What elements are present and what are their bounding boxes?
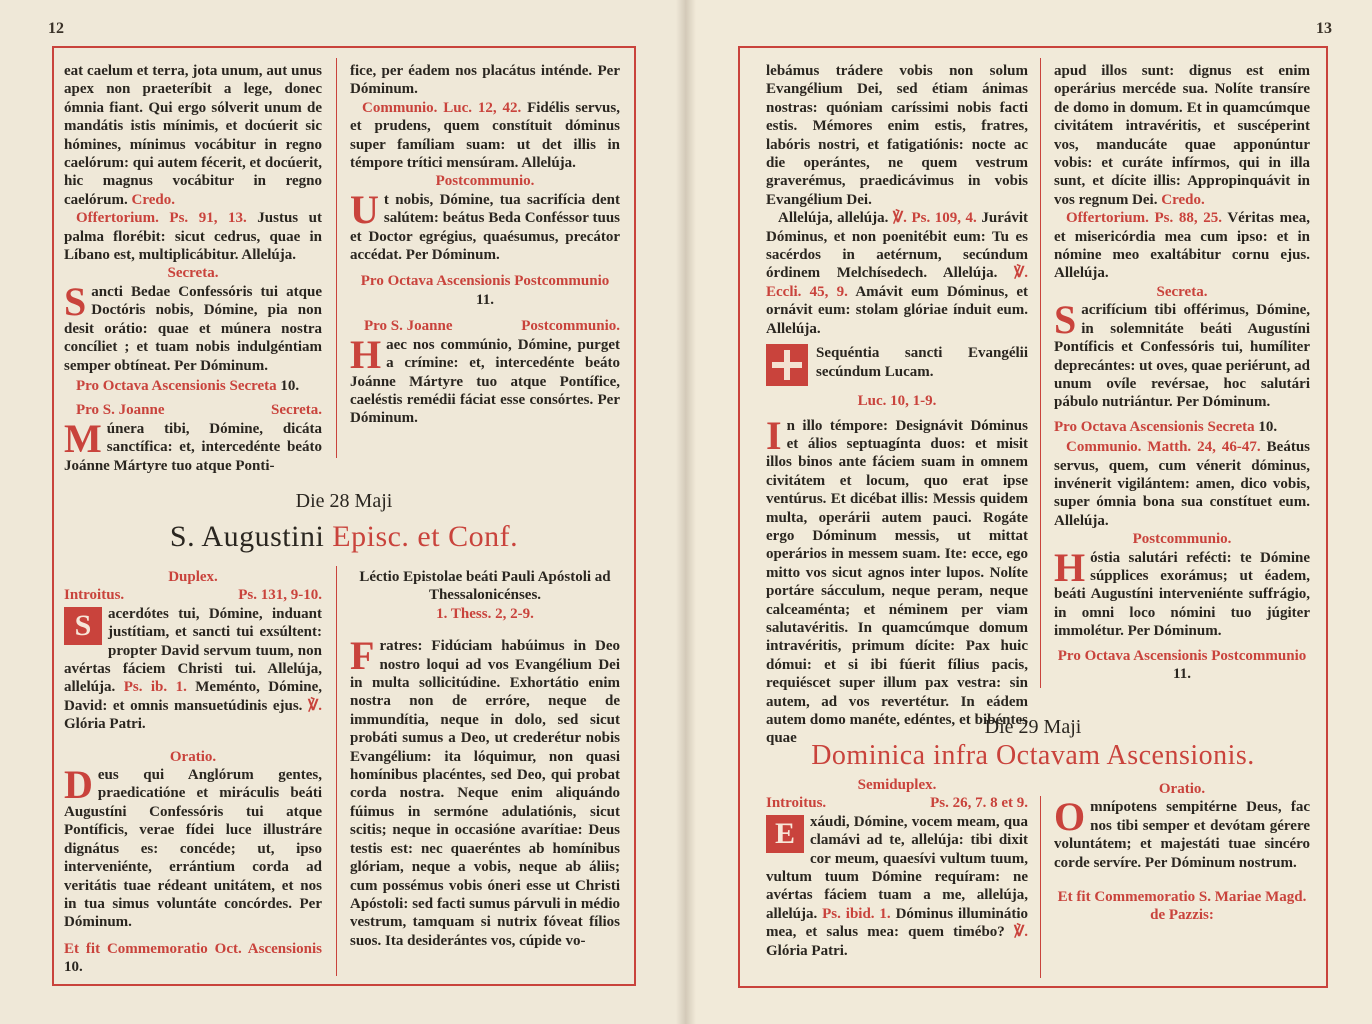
drop-cap: F bbox=[350, 633, 375, 679]
offertorium-right-label: Offertorium. Ps. 88, 25. bbox=[1066, 210, 1222, 227]
drop-cap: I bbox=[766, 412, 782, 458]
column-separator bbox=[1040, 796, 1041, 978]
lectio-title: Léctio Epistolae beáti Pauli Apóstoli ad Thessalonicénses. bbox=[359, 569, 611, 604]
postcommunio-heading: Postcommunio. bbox=[435, 173, 535, 190]
exaudi-ref: Ps. ibid. 1. bbox=[822, 905, 891, 922]
pro-octava-postcommunio: Pro Octava Ascensionis Postcommunio bbox=[360, 273, 610, 290]
feast-title-part-b: Episc. et Conf. bbox=[332, 520, 519, 553]
ut-nobis-text: t nobis, Dómine, tua sacrifícia dent salútem: beátus Beda Conféssor tuus et Doctor egrégius, quaésumus, precátor accédat. Per Dóminum. bbox=[350, 191, 620, 264]
right-col-2-bottom bbox=[1054, 776, 1310, 925]
left-col-2-bottom bbox=[350, 568, 620, 950]
semiduplex-label: Semiduplex. bbox=[857, 777, 937, 793]
introit-text-2: Meménto, Dómine, David: et omnis mansuetúdinis ejus. bbox=[64, 679, 323, 714]
column-separator bbox=[336, 58, 337, 458]
pro-s-joanne: Pro S. Joanne bbox=[76, 402, 165, 419]
right-col-1-bottom bbox=[766, 776, 1028, 960]
fice-text: fice, per éadem nos placátus inténde. Per Dóminum. bbox=[350, 63, 620, 98]
drop-cap: S bbox=[1054, 297, 1077, 343]
right-col-2 bbox=[1054, 62, 1310, 683]
gospel-end-text: eat caelum et terra, jota unum, aut unus apex non praeteríbit a lege, donec ómnia fiant. Qui ergo sólverit unum de mandátis istis mínimis, et docúerit sic hómines, mínimus vocábitur in regno caelórum: qui autem fécerit, et docúerit, hic magnus vocábitur in regno caelórum. bbox=[64, 63, 322, 208]
eccli-ref: ℣. Eccli. 45, 9. bbox=[766, 265, 1029, 300]
sunday-title: Dominica infra Octavam Ascensionis. bbox=[811, 740, 1255, 771]
left-col-1-bottom bbox=[64, 568, 322, 977]
pro-octava-secreta-right-num: 10. bbox=[1258, 418, 1278, 435]
postcommunio-label: Postcommunio. bbox=[521, 318, 620, 335]
drop-cap: M bbox=[64, 415, 102, 461]
oratio-right-text: mnípotens sempitérne Deus, fac nos tibi semper et devótam gérere voluntátem; et majestáti tuae sincéro corde servíre. Per Dóminum nostrum. bbox=[1054, 799, 1310, 871]
column-separator bbox=[336, 566, 337, 976]
drop-cap: H bbox=[1054, 544, 1086, 590]
feast-title-augustini bbox=[52, 520, 636, 554]
page-number-right: 13 bbox=[1316, 20, 1332, 37]
commemoratio-num: 10. bbox=[64, 959, 83, 976]
pro-octava-post-right: Pro Octava Ascensionis Postcommunio bbox=[1057, 647, 1307, 664]
exaudi-text: xáudi, Dómine, vocem meam, qua clamávi ad te, allelúja: tibi dixit cor meum, quaesívi vultum tuum, vultum tuum Dómine requíram: ne avértas fáciem tuam a me, allelúja, allelúja. bbox=[766, 813, 1028, 922]
pro-s-joanne-2: Pro S. Joanne bbox=[364, 318, 453, 335]
drop-cap: D bbox=[64, 762, 93, 808]
column-separator bbox=[1040, 58, 1041, 688]
credo-right: Credo. bbox=[1161, 191, 1205, 208]
lectio-ref: 1. Thess. 2, 2-9. bbox=[436, 605, 534, 622]
offertorium-right-text: Véritas mea, et misericórdia mea cum ipso: et in nómine meo exaltábitur cornu ejus. Allelúja. bbox=[1054, 210, 1310, 282]
pro-octava-postcommunio-num: 11. bbox=[476, 291, 494, 308]
oratio-text: eus qui Anglórum gentes, praedicatióne et miráculis beáti Augustíni Confessóris tui atque Pontíficis, verae fídei luce illustráre dignátus es: concéde; ut, ipso interveniénte, errántium corda ad veritátis tuae rédeant unitátem, et nos in tua simus voluntáte concórdes. Per Dóminum. bbox=[64, 767, 322, 931]
versicle-symbol: ℣. bbox=[1013, 924, 1028, 941]
juravit-text: Jurávit Dóminus, et non poenitébit eum: Tu es sacérdos in aetérnum, secúndum órdinem Melchísedech. Allelúja. bbox=[766, 210, 1029, 282]
versicle-symbol: ℣. bbox=[307, 697, 322, 714]
gradual-ref: ℣. Ps. 109, 4. bbox=[892, 210, 977, 227]
epistle-text: ratres: Fidúciam habúimus in Deo nostro loqui ad vos Evangélium Dei in multa sollicitúdine. Exhortátio enim nostra non de erróre, neque de immundítia, neque in dolo, sed sicut probáti sumus a Deo, ut crederétur nobis Evangélium: ita lóquimur, non quasi homínibus placéntes, sed Deo, qui probat corda nostra. Neque enim aliquándo fúimus in sermóne adulatiónis, sicut scitis; neque in occasióne avarítiae: Deus testis est: nec quaeréntes ab homínibus glóriam, neque a vobis, neque ab áliis; cum possémus vobis óneri esse ut Christi Apóstoli: sed facti sumus párvuli in médio vestrum, tamquam si nutrix fóveat fílios suos. Ita desiderántes vos, cúpide vo- bbox=[350, 638, 620, 949]
left-col-1-top bbox=[64, 62, 322, 475]
secreta-right-heading: Secreta. bbox=[1156, 283, 1208, 300]
pro-octava-post-right-num: 11. bbox=[1173, 666, 1191, 682]
gospel-cont-text: apud illos sunt: dignus est enim operárius mercéde sua. Nolíte transíre de domo in domum. Et in quamcúmque civitátem intravéritis, et suscéperint vos, manducáte quae apponúntur vobis: et curáte infírmos, qui in illa sunt, et dícite illis: Appropinquávit in vos regnum Dei. bbox=[1054, 63, 1310, 208]
day-heading-28: Die 28 Maji bbox=[295, 490, 393, 512]
drop-cap: S bbox=[64, 278, 87, 324]
introit-text: acerdótes tui, Dómine, induant justítiam, et sancti tui exsúltent: propter David servum tuum, non avértas fáciem Christi tui. Allelúja, allelúja. bbox=[64, 605, 322, 696]
pro-octava-secreta-num: 10. bbox=[280, 377, 300, 394]
introit-psalm-ref: Ps. ib. 1. bbox=[123, 679, 187, 696]
duplex-label: Duplex. bbox=[168, 569, 218, 585]
sequentia-text: Sequéntia sancti Evangélii secúndum Lucam. bbox=[816, 345, 1028, 380]
cross-icon bbox=[766, 344, 808, 386]
introitus-label: Introitus. bbox=[64, 587, 125, 604]
introitus-right-ref: Ps. 26, 7. 8 et 9. bbox=[930, 795, 1028, 812]
secreta-label: Secreta. bbox=[271, 402, 322, 419]
communio-label: Communio. Luc. 12, 42. bbox=[362, 99, 522, 116]
munera-text: únera tibi, Dómine, dicáta sanctífica: et, intercedénte beáto Joánne Mártyre tuo atque Ponti- bbox=[64, 420, 322, 474]
postcommunio-right-heading: Postcommunio. bbox=[1132, 531, 1232, 548]
epistle-end-text: lebámus trádere vobis non solum Evangélium Dei, sed étiam ánimas nostras: quóniam caríssimi nobis facti estis. Mémores enim estis, fratres, labóris nostri, et fatigatiónis: nocte ac die operántes, ne quem vestrum graverémus, praedicávimus in vobis Evangélium Dei. bbox=[766, 63, 1028, 208]
communio-right-text: Beátus servus, quem, cum vénerit dóminus, invénerit vigilántem: amen, dico vobis, super ómnia bona sua constítuet eum. Allelúja. bbox=[1054, 439, 1310, 529]
communio-right-label: Communio. Matth. 24, 46-47. bbox=[1066, 439, 1261, 456]
feast-title-part-a: S. Augustini bbox=[169, 520, 325, 553]
offertorium-text: Justus ut palma florébit: sicut cedrus, quae in Líbano est, multiplicábitur. Allelúja. bbox=[64, 210, 322, 264]
communio-text: Fidélis servus, et prudens, quem constítuit dóminus super famíliam suam: ut det illis in témpore trítici mensúram. Allelúja. bbox=[350, 99, 620, 172]
secreta-heading: Secreta. bbox=[167, 265, 219, 282]
commemoratio: Et fit Commemoratio Oct. Ascensionis bbox=[64, 940, 322, 957]
gloria-patri: Glória Patri. bbox=[64, 716, 146, 733]
secreta-right-text: acrifícium tibi offérimus, Dómine, in solemnitáte beáti Augustíni Pontíficis et Confessóris tui, humíliter deprecántes: ut oves, quae periérunt, ad unum ovíle revérsae, hoc salutári pábulo nutriántur. Per Dóminum. bbox=[1054, 302, 1310, 411]
haec-text: aec nos commúnio, Dómine, purget a crímine: et, intercedénte beáto Joánne Mártyre tuo atque Pontífice, caeléstis remédii fáciat esse consórtes. Per Dóminum. bbox=[350, 336, 620, 427]
offertorium-label: Offertorium. Ps. 91, 13. bbox=[76, 210, 247, 227]
exaudi-text-2: Dóminus illuminátio mea, et salus mea: quem timébo? bbox=[766, 905, 1028, 941]
pro-octava-secreta: Pro Octava Ascensionis Secreta bbox=[76, 377, 277, 394]
commemoratio-right: Et fit Commemoratio S. Mariae Magd. de Pazzis: bbox=[1057, 889, 1307, 924]
ornamental-initial-e: E bbox=[766, 815, 804, 853]
gloria-patri-right: Glória Patri. bbox=[766, 942, 848, 959]
book-gutter bbox=[676, 0, 696, 1024]
postcommunio-right-text: óstia salutári refécti: te Dómine súpplices exorámus; ut éadem, beáti Augustíni interveniénte suffrágio, in omni loco nómini tuo júgiter immolétur. Per Dóminum. bbox=[1054, 549, 1310, 640]
left-col-2-top bbox=[350, 62, 620, 428]
alleluja: Allelúja, allelúja. bbox=[778, 210, 889, 227]
day-heading-29: Die 29 Maji bbox=[984, 716, 1082, 738]
page-number-left: 12 bbox=[48, 20, 64, 37]
introitus-right-label: Introitus. bbox=[766, 795, 827, 812]
oratio-right-heading: Oratio. bbox=[1158, 781, 1206, 797]
introitus-ref: Ps. 131, 9-10. bbox=[238, 587, 322, 604]
right-col-1 bbox=[766, 62, 1028, 748]
credo: Credo. bbox=[131, 191, 175, 208]
gospel-ref: Luc. 10, 1-9. bbox=[857, 393, 937, 410]
pro-octava-secreta-right: Pro Octava Ascensionis Secreta bbox=[1054, 418, 1255, 435]
ornamental-initial-s: S bbox=[64, 607, 102, 645]
secreta-text: ancti Bedae Confessóris tui atque Doctóris nobis, Dómine, pia non desit orátio: quae et múnera nostra concíliet ; et tuam nobis indulgéntiam semper obtíneat. Per Dóminum. bbox=[64, 283, 322, 374]
amavit-text: Amávit eum Dóminus, et ornávit eum: stolam glóriae índuit eum. Allelúja. bbox=[766, 283, 1028, 337]
drop-cap: H bbox=[350, 331, 382, 377]
gospel-text: n illo témpore: Designávit Dóminus et álios septuagínta duos: et misit illos binos ante fáciem suam in omnem civitátem et locum, quo erat ipse ventúrus. Et dicébat illis: Messis quidem multa, operárii autem pauci. Rogáte ergo Dóminum messis, ut mittat operários in messem suam. Ite: ecce, ego mitto vos sicut agnos inter lupos. Nolíte portáre sácculum, neque peram, neque calceaménta; et néminem per viam salutavéritis. In quamcúmque domum intravéritis, primum dícite: Pax huic dómui: et si ibi fúerit fílius pacis, requiéscet super illum pax vestra: sin autem, ad vos revertétur. In eádem autem domo manéte, edéntes, et bibéntes quae bbox=[766, 417, 1028, 747]
drop-cap: U bbox=[350, 186, 379, 232]
drop-cap: O bbox=[1054, 794, 1086, 840]
oratio-heading: Oratio. bbox=[169, 748, 217, 765]
right-page bbox=[686, 0, 1372, 1024]
